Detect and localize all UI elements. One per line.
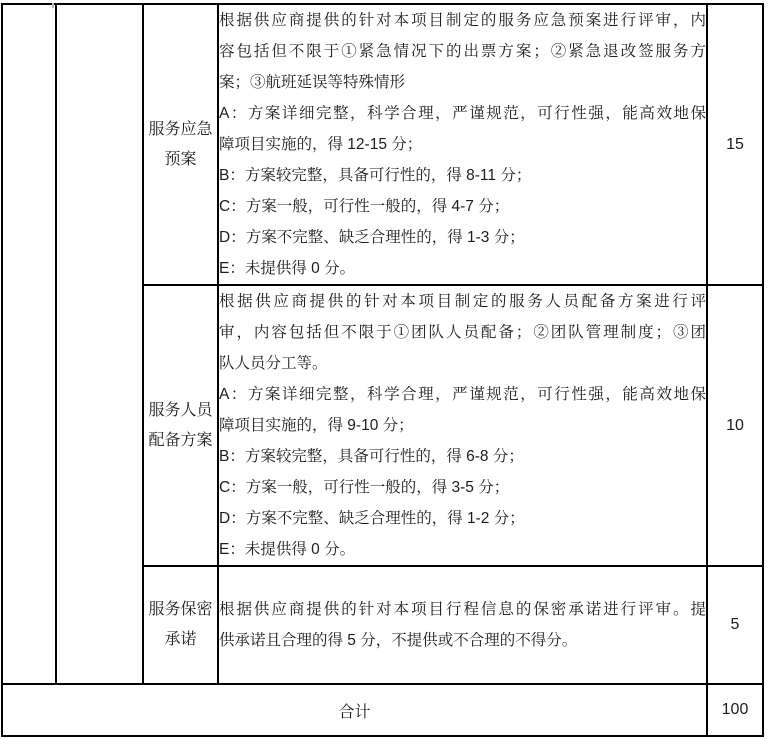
total-row (2, 684, 763, 736)
score-cell: 5 (707, 566, 763, 684)
score-cell: 10 (707, 285, 763, 566)
total-score-cell: 100 (707, 684, 763, 736)
description-line: 队人员分工等。 (219, 355, 328, 372)
description-line: 审，内容包括但不限于①团队人员配备；②团队管理制度；③团 (219, 324, 706, 341)
item-name-cell: 服务保密承诺 (143, 566, 218, 684)
description-line: 案；③航班延误等特殊情形 (219, 74, 406, 91)
merged-empty-cell-col1 (2, 4, 56, 684)
criteria-row-emergency-plan (2, 4, 763, 285)
description-line: 根据供应商提供的针对本项目行程信息的保密承诺进行评审。提 (219, 601, 706, 618)
score-cell: 15 (707, 4, 763, 285)
description-cell (218, 4, 707, 285)
item-name-cell: 服务人员配备方案 (143, 285, 218, 566)
description-line: 障项目实施的，得 12-15 分； (219, 136, 423, 153)
description-line: A：方案详细完整，科学合理，严谨规范，可行性强，能高效地保 (219, 105, 706, 122)
description-line: 容包括但不限于①紧急情况下的出票方案；②紧急退改签服务方 (219, 43, 706, 60)
description-line: D：方案不完整、缺乏合理性的，得 1-2 分； (219, 510, 525, 527)
document-page (0, 3, 770, 739)
evaluation-criteria-table (1, 3, 764, 737)
description-line: B：方案较完整，具备可行性的，得 6-8 分； (219, 448, 524, 465)
description-line: 根据供应商提供的针对本项目制定的服务应急预案进行评审，内 (219, 12, 706, 29)
description-line: 根据供应商提供的针对本项目制定的服务人员配备方案进行评 (219, 293, 706, 310)
description-line: C：方案一般，可行性一般的，得 3-5 分； (219, 479, 510, 496)
description-line: D：方案不完整、缺乏合理性的，得 1-3 分； (219, 229, 525, 246)
description-line: B：方案较完整，具备可行性的，得 8-11 分； (219, 167, 532, 184)
description-line: E：未提供得 0 分。 (219, 541, 356, 558)
item-name-cell: 服务应急预案 (143, 4, 218, 285)
description-line: 供承诺且合理的得 5 分，不提供或不合理的不得分。 (219, 632, 578, 649)
merged-empty-cell-col2 (56, 4, 143, 684)
page-break-gridline-artifact (52, 3, 54, 8)
description-line: A：方案详细完整，科学合理，严谨规范，可行性强，能高效地保 (219, 386, 706, 403)
description-line: 障项目实施的，得 9-10 分； (219, 417, 414, 434)
description-cell (218, 566, 707, 684)
description-line: E：未提供得 0 分。 (219, 260, 356, 277)
total-label-cell: 合计 (2, 684, 707, 736)
description-cell (218, 285, 707, 566)
description-line: C：方案一般，可行性一般的，得 4-7 分； (219, 198, 510, 215)
